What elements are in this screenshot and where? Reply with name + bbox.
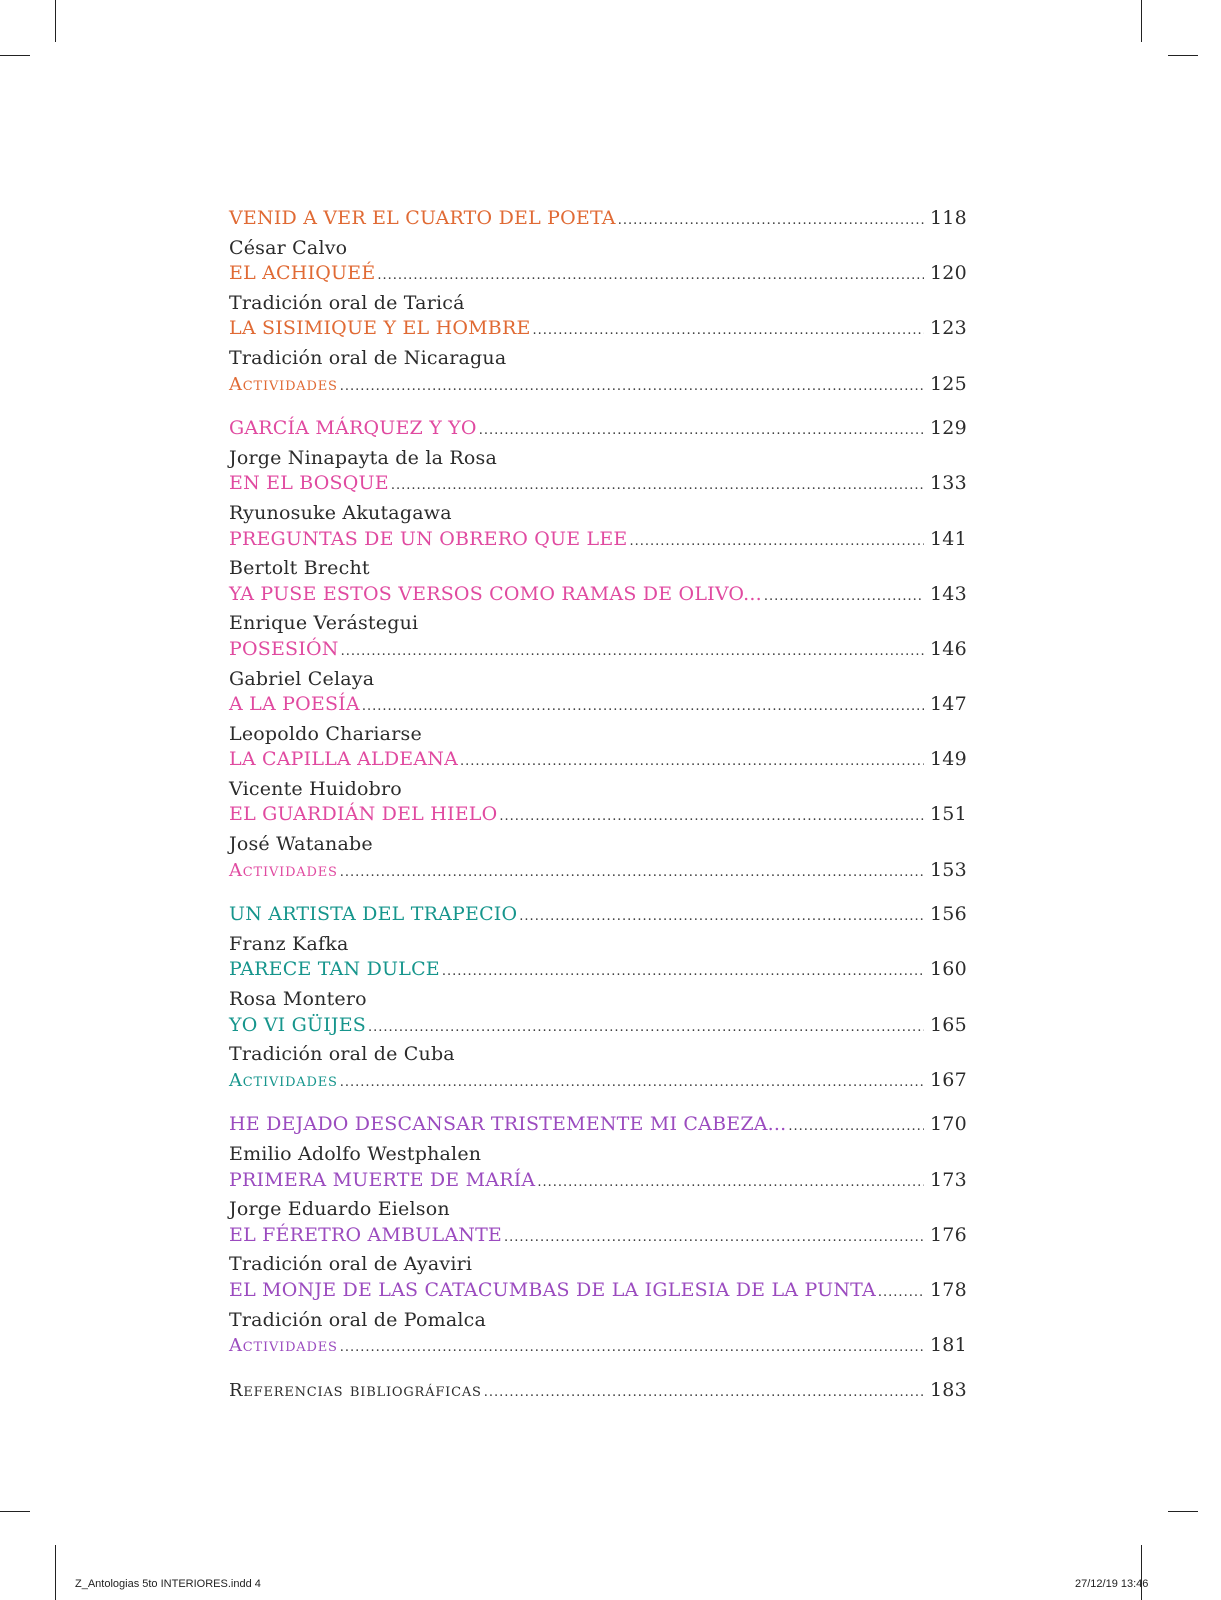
toc-entry-page: 120 [930,262,967,285]
toc-entry-page: 181 [930,1334,967,1357]
toc-entry-author: Tradición oral de Nicaragua [229,346,507,369]
toc-entry[interactable] [229,317,967,345]
dot-leader [341,644,924,659]
toc-entry-author: Tradición oral de Ayaviri [229,1253,473,1276]
dot-leader [340,1075,924,1090]
dot-leader [533,323,924,338]
toc-entry-title: EL FÉRETRO AMBULANTE [229,1223,503,1246]
toc-entry[interactable] [229,803,967,831]
toc-entry[interactable] [229,903,967,931]
toc-entry-title: LA SISIMIQUE Y EL HOMBRE [229,317,531,340]
toc-entry-title: HE DEJADO DESCANSAR TRISTEMENTE MI CABEZA... [229,1113,787,1136]
toc-entry-title: POSESIÓN [229,637,339,660]
toc-entry-author: Gabriel Celaya [229,667,375,690]
toc-entry-page: 133 [930,472,967,495]
toc-entry-page: 125 [930,372,967,395]
toc-entry-author: Rosa Montero [229,988,367,1011]
dot-leader [377,268,924,283]
toc-entry-title: LA CAPILLA ALDEANA [229,748,459,771]
toc-entry-page: 151 [930,803,967,826]
toc-entry-page: 160 [930,958,967,981]
toc-entry-title: GARCÍA MÁRQUEZ Y YO [229,417,477,440]
toc-entry[interactable] [229,748,967,776]
toc-entry[interactable] [229,637,967,666]
toc-entry-author: César Calvo [229,236,348,259]
toc-entry[interactable] [229,417,967,445]
toc-entry[interactable] [229,958,967,986]
dot-leader [618,213,924,228]
crop-mark-top-right [1141,0,1142,42]
toc-entry-page: 156 [930,903,967,926]
dot-leader [391,478,924,493]
dot-leader [504,1230,924,1245]
toc-entry-title: VENID A VER EL CUARTO DEL POETA [229,207,616,229]
dot-leader [484,1385,924,1400]
toc-section [229,1113,967,1361]
toc-entry[interactable] [229,372,967,401]
toc-entry-page: 165 [930,1013,967,1036]
toc-section [229,417,967,886]
toc-entry-page: 167 [930,1068,967,1091]
toc-entry-page: 149 [930,748,967,771]
toc-entry-author: Jorge Eduardo Eielson [229,1198,450,1221]
dot-leader [340,379,924,394]
toc-entry-author: Tradición oral de Taricá [229,291,465,314]
toc-entry-title: YO VI GÜIJES [229,1013,367,1036]
toc-entry-title: Actividades [229,373,338,395]
toc-entry-title: PARECE TAN DULCE [229,958,440,981]
toc-entry-author: Vicente Huidobro [229,777,402,800]
slug-date: 27/12/19 13:46 [1075,1578,1149,1590]
toc-entry-author: José Watanabe [229,833,373,856]
toc-section [229,903,967,1096]
toc-entry-author: Leopoldo Chariarse [229,722,422,745]
toc-entry-title: PREGUNTAS DE UN OBRERO QUE LEE [229,527,628,550]
dot-leader [460,754,924,769]
toc-entry-page: 129 [930,417,967,440]
dot-leader [442,964,924,979]
crop-mark-bottom-left [55,1545,56,1600]
toc-entry-page: 141 [930,527,967,550]
toc-entry-author: Franz Kafka [229,932,349,955]
dot-leader [368,1020,924,1035]
crop-mark-left-bottom [0,1511,30,1512]
toc-entry[interactable] [229,1378,967,1407]
dot-leader [878,1285,924,1300]
dot-leader [479,423,924,438]
toc-entry[interactable] [229,1013,967,1042]
toc-entry-page: 146 [930,637,967,660]
toc-entry[interactable] [229,262,967,290]
toc-entry-page: 178 [930,1278,967,1301]
toc-entry-author: Ryunosuke Akutagawa [229,501,452,524]
toc-entry[interactable] [229,472,967,500]
toc-entry-title: Actividades [229,1069,338,1091]
toc-entry[interactable] [229,1278,967,1307]
toc-entry-title: UN ARTISTA DEL TRAPECIO [229,903,518,926]
toc-entry-page: 123 [930,317,967,340]
dot-leader [519,909,924,924]
dot-leader [537,1175,924,1190]
dot-leader [340,865,924,880]
toc-entry-title: EL ACHIQUEÉ [229,262,376,285]
toc-entry-page: 118 [930,207,967,229]
dot-leader [788,1119,924,1134]
toc-entry[interactable] [229,527,967,556]
toc-entry[interactable] [229,858,967,887]
toc-entry-page: 176 [930,1223,967,1246]
toc-entry-page: 173 [930,1168,967,1191]
crop-mark-left-top [0,55,30,56]
toc-entry-author: Tradición oral de Cuba [229,1043,455,1066]
toc-entry-title: A LA POESÍA [229,693,360,716]
toc-entry-title: Actividades [229,1335,338,1357]
toc-entry[interactable] [229,1168,967,1197]
toc-entry-title: Referencias bibliográficas [229,1379,482,1401]
crop-mark-right-top [1168,55,1198,56]
toc-entry-title: EN EL BOSQUE [229,472,389,495]
dot-leader [630,534,925,549]
toc-section [229,1378,967,1407]
table-of-contents [229,207,967,1423]
toc-entry-author: Tradición oral de Pomalca [229,1308,487,1331]
toc-entry[interactable] [229,693,967,721]
toc-entry-title: YA PUSE ESTOS VERSOS COMO RAMAS DE OLIVO... [229,582,762,605]
dot-leader [499,809,924,824]
toc-entry-title: PRIMERA MUERTE DE MARÍA [229,1168,536,1191]
toc-entry-page: 147 [930,693,967,716]
toc-entry[interactable] [229,207,967,235]
toc-entry-title: Actividades [229,859,338,881]
crop-mark-bottom-right [1141,1545,1142,1600]
dot-leader [362,699,924,714]
toc-entry-page: 143 [930,582,967,605]
toc-entry-page: 170 [930,1113,967,1136]
toc-entry-author: Jorge Ninapayta de la Rosa [229,446,497,469]
toc-entry-author: Enrique Verástegui [229,612,419,635]
toc-entry[interactable] [229,1113,967,1141]
toc-entry[interactable] [229,582,967,611]
toc-entry[interactable] [229,1068,967,1097]
dot-leader [764,589,924,604]
toc-entry-page: 183 [930,1378,967,1401]
toc-entry-author: Bertolt Brecht [229,557,370,580]
crop-mark-top-left [55,0,56,42]
slug-filename: Z_Antologias 5to INTERIORES.indd 4 [75,1578,261,1590]
toc-entry-page: 153 [930,858,967,881]
toc-entry-title: EL GUARDIÁN DEL HIELO [229,803,498,826]
toc-section [229,207,967,400]
toc-entry[interactable] [229,1334,967,1362]
toc-entry-title: EL MONJE DE LAS CATACUMBAS DE LA IGLESIA DE LA PUNTA [229,1278,876,1301]
toc-entry[interactable] [229,1223,967,1252]
toc-entry-author: Emilio Adolfo Westphalen [229,1143,482,1165]
dot-leader [340,1340,924,1355]
crop-mark-right-bottom [1168,1511,1198,1512]
